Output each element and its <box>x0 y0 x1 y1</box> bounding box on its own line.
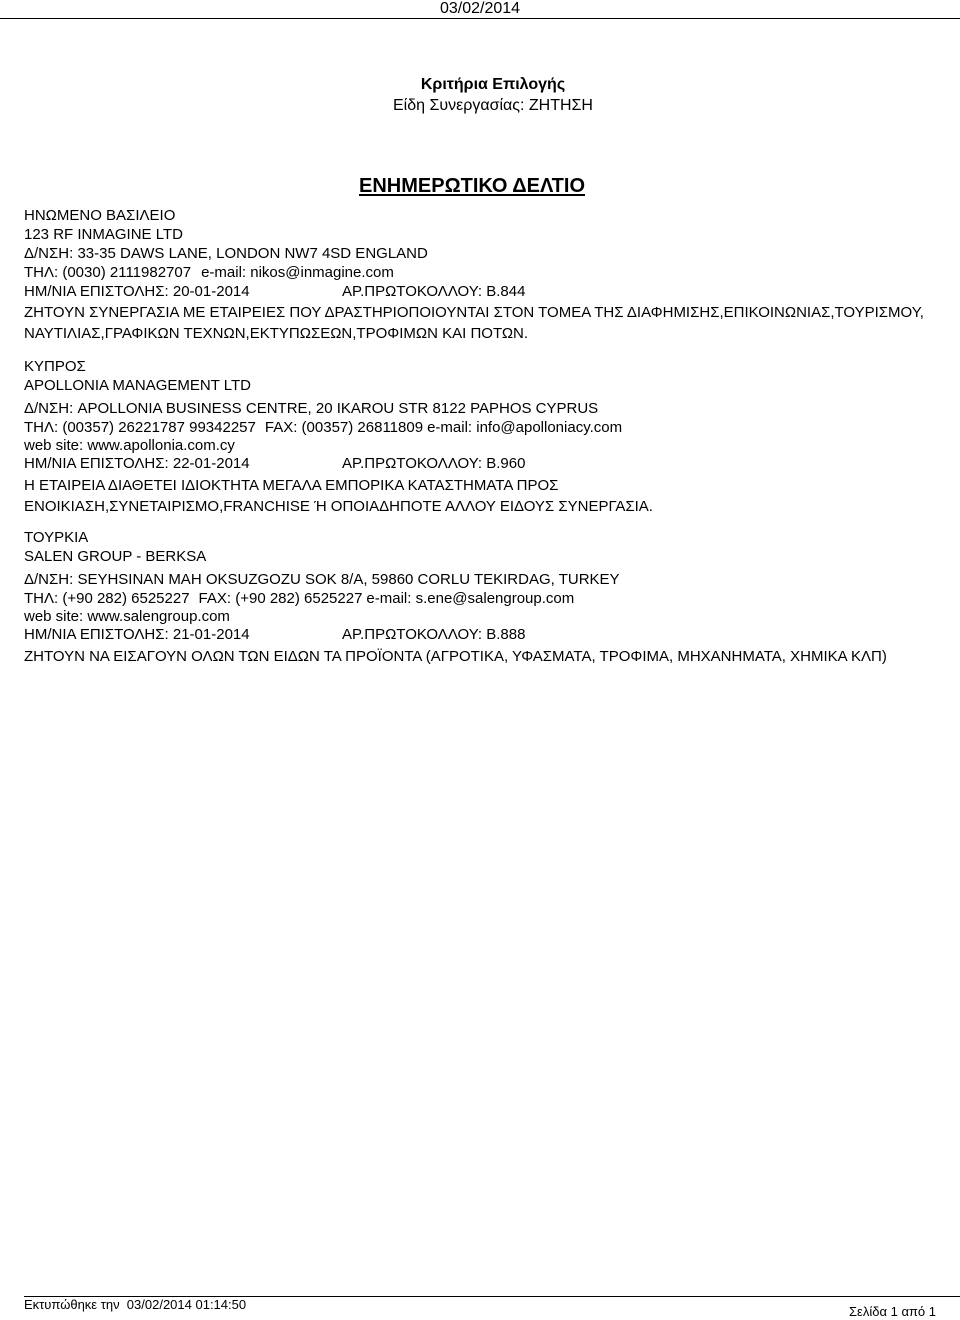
entry-uk <box>24 206 944 344</box>
entry-address: Δ/ΝΣΗ: SEYHSINAN MAH OKSUZGOZU SOK 8/A, 59860 CORLU TEKIRDAG, TURKEY <box>24 571 620 588</box>
entry-website[interactable]: web site: www.apollonia.com.cy <box>24 437 235 454</box>
entry-protocol: ΑΡ.ΠΡΩΤΟΚΟΛΛΟΥ: Β.888 <box>342 626 526 643</box>
print-timestamp: Εκτυπώθηκε την 03/02/2014 01:14:50 <box>24 1297 247 1312</box>
entry-fax: FAX: (00357) 26811809 <box>264 419 424 436</box>
entry-email: e-mail: info@apolloniacy.com <box>427 419 623 436</box>
entry-protocol: ΑΡ.ΠΡΩΤΟΚΟΛΛΟΥ: Β.960 <box>342 455 526 472</box>
entry-phone: ΤΗΛ: (+90 282) 6525227 <box>24 590 190 607</box>
entry-turkey <box>24 528 944 667</box>
entry-letter-date: ΗΜ/ΝΙΑ ΕΠΙΣΤΟΛΗΣ: 22-01-2014 <box>24 455 250 472</box>
entry-contact-line <box>24 263 944 282</box>
entry-address: Δ/ΝΣΗ: APOLLONIA BUSINESS CENTRE, 20 IKAROU STR 8122 PAPHOS CYPRUS <box>24 400 599 417</box>
entry-country: ΤΟΥΡΚΙΑ <box>24 529 89 546</box>
entry-address: Δ/ΝΣΗ: 33-35 DAWS LANE, LONDON NW7 4SD ENGLAND <box>24 245 428 262</box>
entry-letter-date: ΗΜ/ΝΙΑ ΕΠΙΣΤΟΛΗΣ: 21-01-2014 <box>24 626 250 643</box>
entry-country: ΚΥΠΡΟΣ <box>24 358 86 375</box>
entry-fax: FAX: (+90 282) 6525227 <box>198 590 363 607</box>
entry-contact-line <box>24 418 944 437</box>
entry-country: ΗΝΩΜΕΝΟ ΒΑΣΙΛΕΙΟ <box>24 207 176 224</box>
entry-phone: ΤΗΛ: (00357) 26221787 99342257 <box>24 419 256 436</box>
entry-protocol: ΑΡ.ΠΡΩΤΟΚΟΛΛΟΥ: Β.844 <box>342 283 526 300</box>
entry-email: e-mail: nikos@inmagine.com <box>201 264 394 281</box>
document-date: 03/02/2014 <box>439 0 521 17</box>
entry-description: Η ΕΤΑΙΡΕΙΑ ΔΙΑΘΕΤΕΙ ΙΔΙΟΚΤΗΤΑ ΜΕΓΑΛΑ ΕΜΠΟΡΙΚΑ ΚΑΤΑΣΤΗΜΑΤΑ ΠΡΟΣ ΕΝΟΙΚΙΑΣΗ,ΣΥΝΕΤΑΙΡΙΣΜΟ,FRANCHISE Ή ΟΠΟΙΑΔΗΠΟΤΕ ΑΛΛΟΥ ΕΙΔΟΥΣ ΣΥΝΕΡΓΑΣΙΑ. <box>24 477 653 515</box>
entry-company: 123 RF INMAGINE LTD <box>24 226 183 243</box>
selection-criteria <box>0 74 960 116</box>
entry-date-line <box>24 282 944 301</box>
bulletin-title: ΕΝΗΜΕΡΩΤΙΚΟ ΔΕΛΤΙΟ <box>359 175 585 197</box>
page-number: Σελίδα 1 από 1 <box>849 1304 936 1319</box>
entry-contact-line <box>24 589 944 608</box>
entry-letter-date: ΗΜ/ΝΙΑ ΕΠΙΣΤΟΛΗΣ: 20-01-2014 <box>24 283 250 300</box>
criteria-title: Κριτήρια Επιλογής <box>420 76 566 93</box>
entry-company: APOLLONIA MANAGEMENT LTD <box>24 377 251 394</box>
entry-date-line <box>24 454 944 473</box>
entry-description: ΖΗΤΟΥΝ ΣΥΝΕΡΓΑΣΙΑ ΜΕ ΕΤΑΙΡΕΙΕΣ ΠΟΥ ΔΡΑΣΤΗΡΙΟΠΟΙΟΥΝΤΑΙ ΣΤΟΝ ΤΟΜΕΑ ΤΗΣ ΔΙΑΦΗΜΙΣΗΣ,ΕΠΙΚΟΙΝΩΝΙΑΣ,ΤΟΥΡΙΣΜΟΥ, ΝΑΥΤΙΛΙΑΣ,ΓΡΑΦΙΚΩΝ ΤΕΧΝΩΝ,ΕΚΤΥΠΩΣΕΩΝ,ΤΡΟΦΙΜΩΝ ΚΑΙ ΠΟΤΩΝ. <box>24 304 924 342</box>
entry-company: SALEN GROUP - BERKSA <box>24 548 207 565</box>
entry-email: e-mail: s.ene@salengroup.com <box>366 590 575 607</box>
entry-description: ΖΗΤΟΥΝ ΝΑ ΕΙΣΑΓΟΥΝ ΟΛΩΝ ΤΩΝ ΕΙΔΩΝ ΤΑ ΠΡΟΪΟΝΤΑ (ΑΓΡΟΤΙΚΑ, ΥΦΑΣΜΑΤΑ, ΤΡΟΦΙΜΑ, ΜΗΧΑΝΗΜΑΤΑ, ΧΗΜΙΚΑ ΚΛΠ) <box>24 648 887 665</box>
entry-date-line <box>24 625 944 644</box>
entry-cyprus <box>24 357 944 517</box>
header-divider <box>0 18 960 19</box>
entry-phone: ΤΗΛ: (0030) 2111982707 <box>24 264 192 281</box>
criteria-subtitle: Είδη Συνεργασίας: ΖΗΤΗΣΗ <box>393 97 593 114</box>
entry-website[interactable]: web site: www.salengroup.com <box>24 608 230 625</box>
